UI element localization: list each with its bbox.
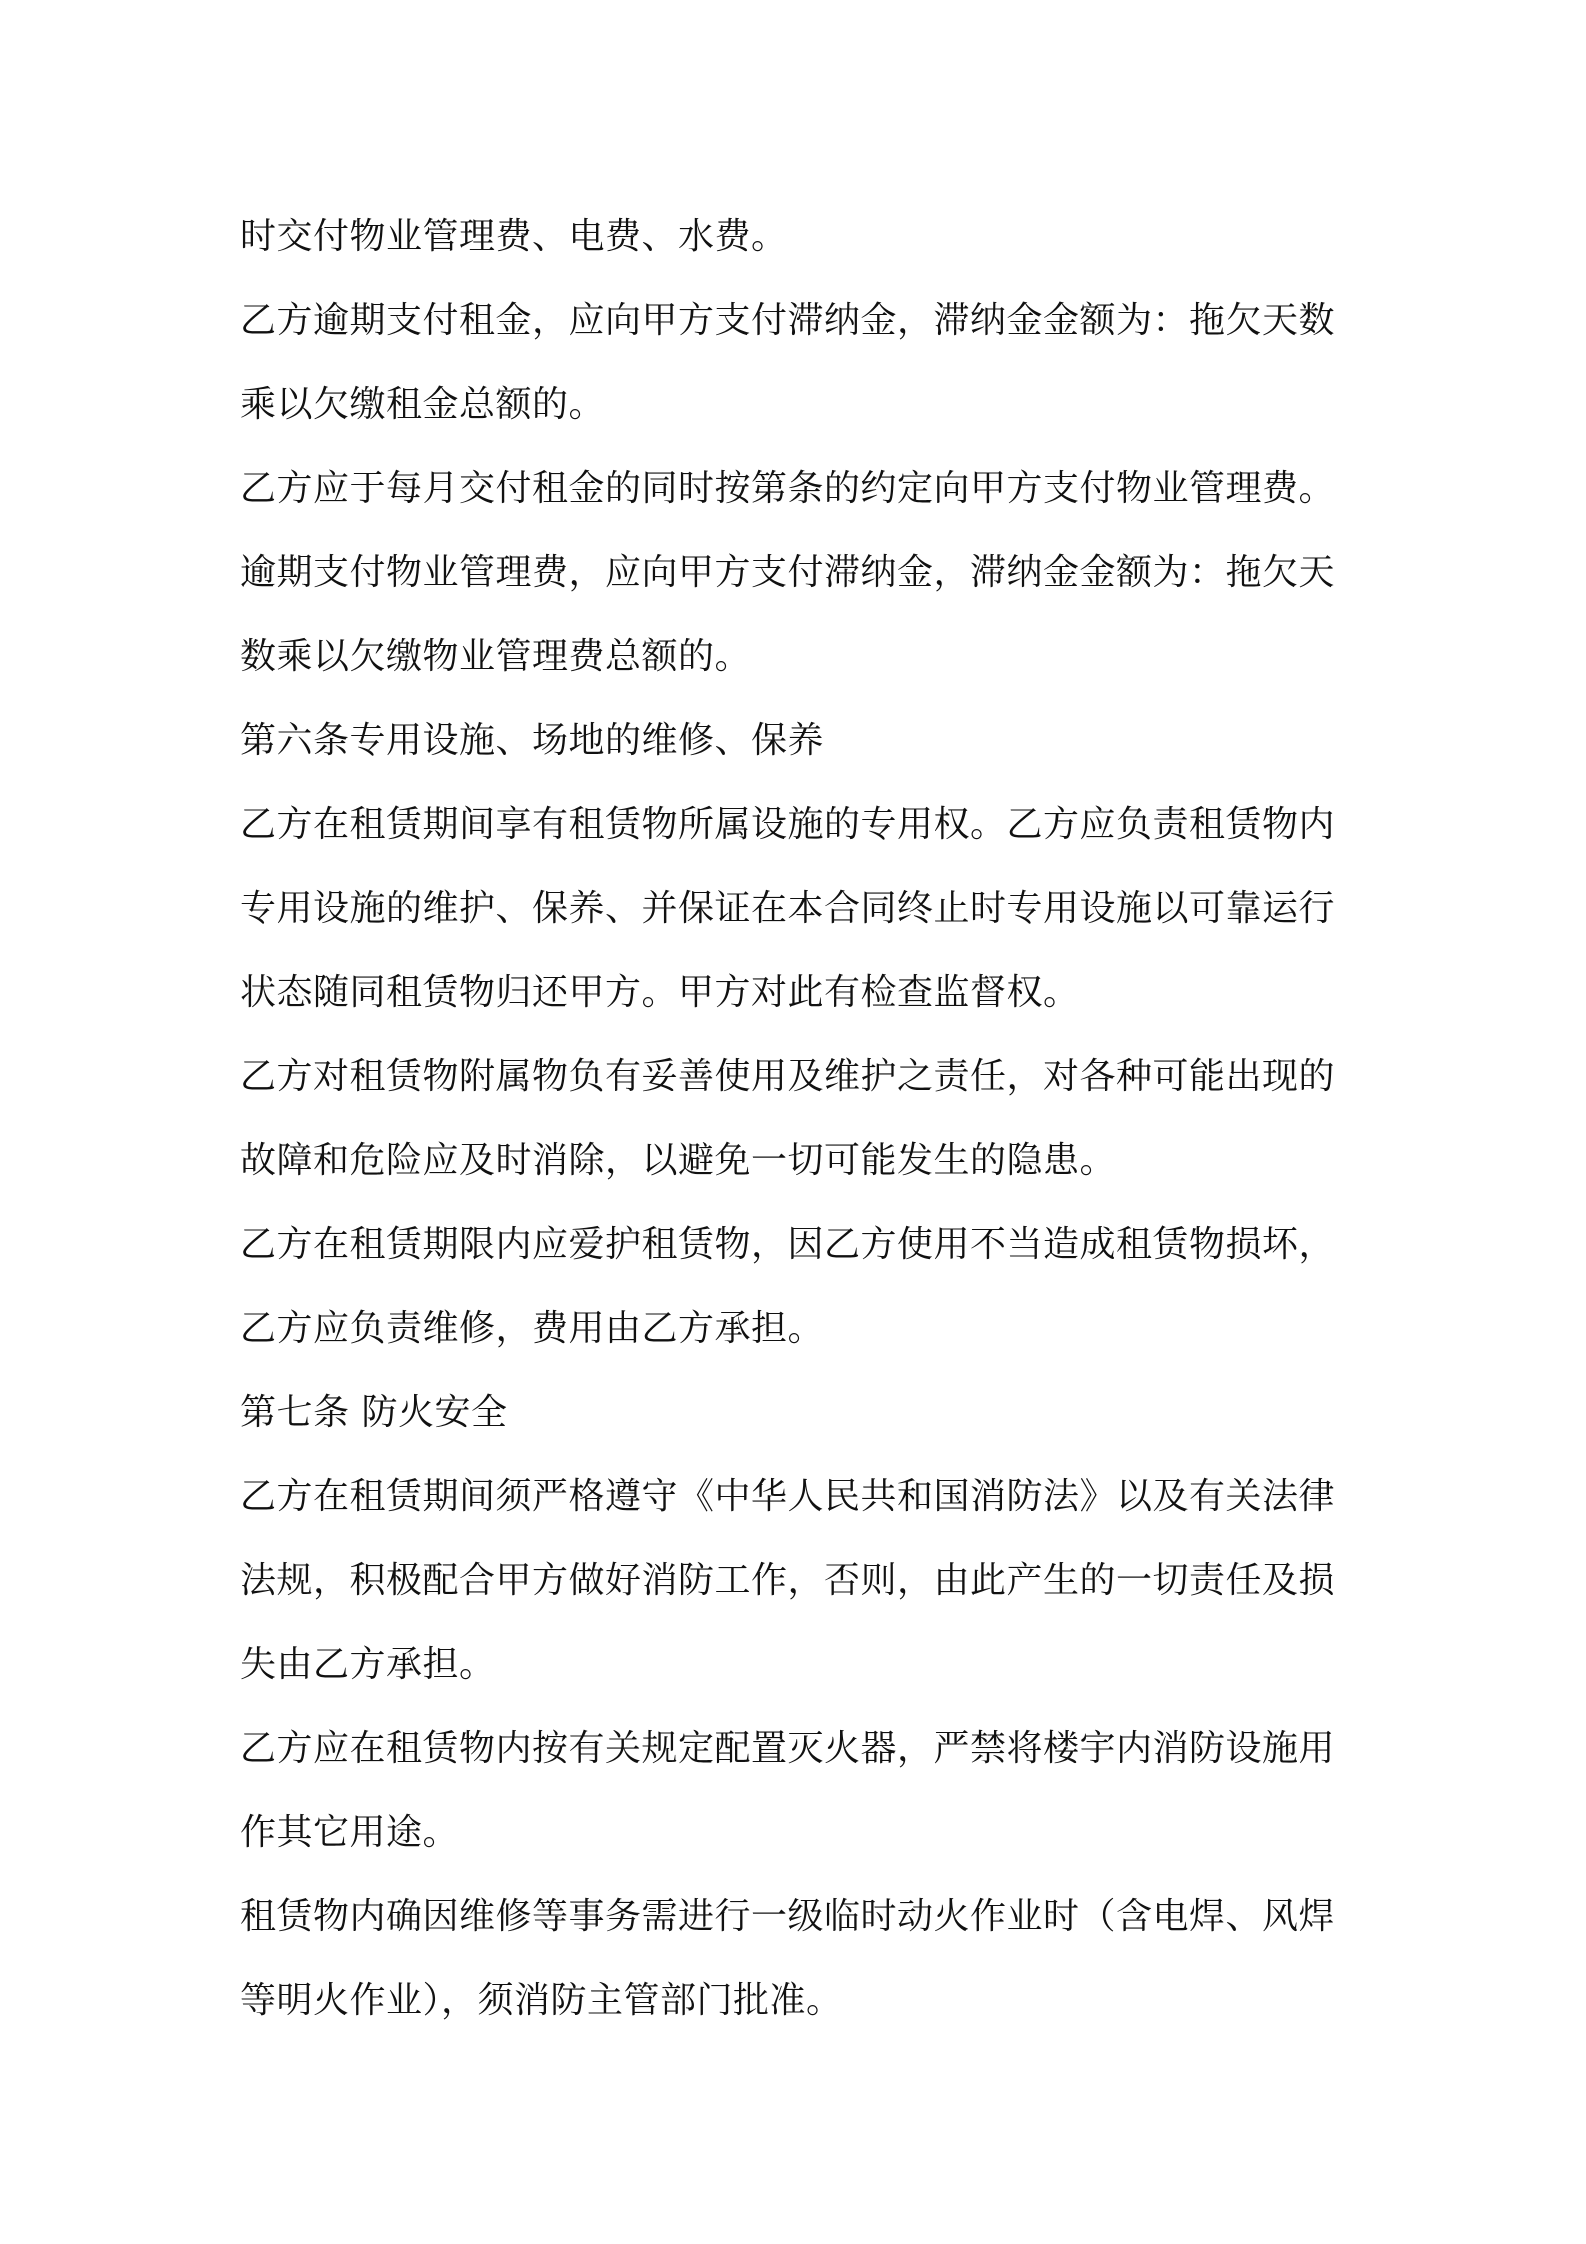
text-line: 失由乙方承担。 [240,1644,496,1685]
text-line: 乙方应于每月交付租金的同时按第条的约定向甲方支付物业管理费。 [240,468,1336,509]
text-line: 乙方应负责维修，费用由乙方承担。 [240,1308,825,1349]
text-line: 乙方应在租赁物内按有关规定配置灭火器，严禁将楼宇内消防设施用 [240,1728,1336,1769]
text-line: 乙方逾期支付租金，应向甲方支付滞纳金，滞纳金金额为：拖欠天数 [240,300,1336,341]
section-heading-6: 第六条专用设施、场地的维修、保养 [240,720,825,761]
text-line: 法规，积极配合甲方做好消防工作，否则，由此产生的一切责任及损 [240,1560,1336,1601]
section-heading-7: 第七条 防火安全 [240,1392,508,1433]
text-line: 乙方在租赁期限内应爱护租赁物，因乙方使用不当造成租赁物损坏， [240,1224,1336,1265]
text-line: 乙方在租赁期间须严格遵守《中华人民共和国消防法》以及有关法律 [240,1476,1336,1517]
text-line: 等明火作业），须消防主管部门批准。 [240,1980,843,2021]
document-body [240,195,1360,2043]
text-line: 专用设施的维护、保养、并保证在本合同终止时专用设施以可靠运行 [240,888,1336,929]
text-line: 数乘以欠缴物业管理费总额的。 [240,636,752,677]
text-line: 乘以欠缴租金总额的。 [240,384,606,425]
text-line: 作其它用途。 [240,1812,460,1853]
text-line: 故障和危险应及时消除，以避免一切可能发生的隐患。 [240,1140,1117,1181]
text-line: 乙方在租赁期间享有租赁物所属设施的专用权。乙方应负责租赁物内 [240,804,1336,845]
text-line: 租赁物内确因维修等事务需进行一级临时动火作业时（含电焊、风焊 [240,1896,1336,1937]
text-line: 时交付物业管理费、电费、水费。 [240,216,788,257]
text-line: 逾期支付物业管理费，应向甲方支付滞纳金，滞纳金金额为：拖欠天 [240,552,1336,593]
text-line: 乙方对租赁物附属物负有妥善使用及维护之责任，对各种可能出现的 [240,1056,1336,1097]
text-line: 状态随同租赁物归还甲方。甲方对此有检查监督权。 [240,972,1080,1013]
